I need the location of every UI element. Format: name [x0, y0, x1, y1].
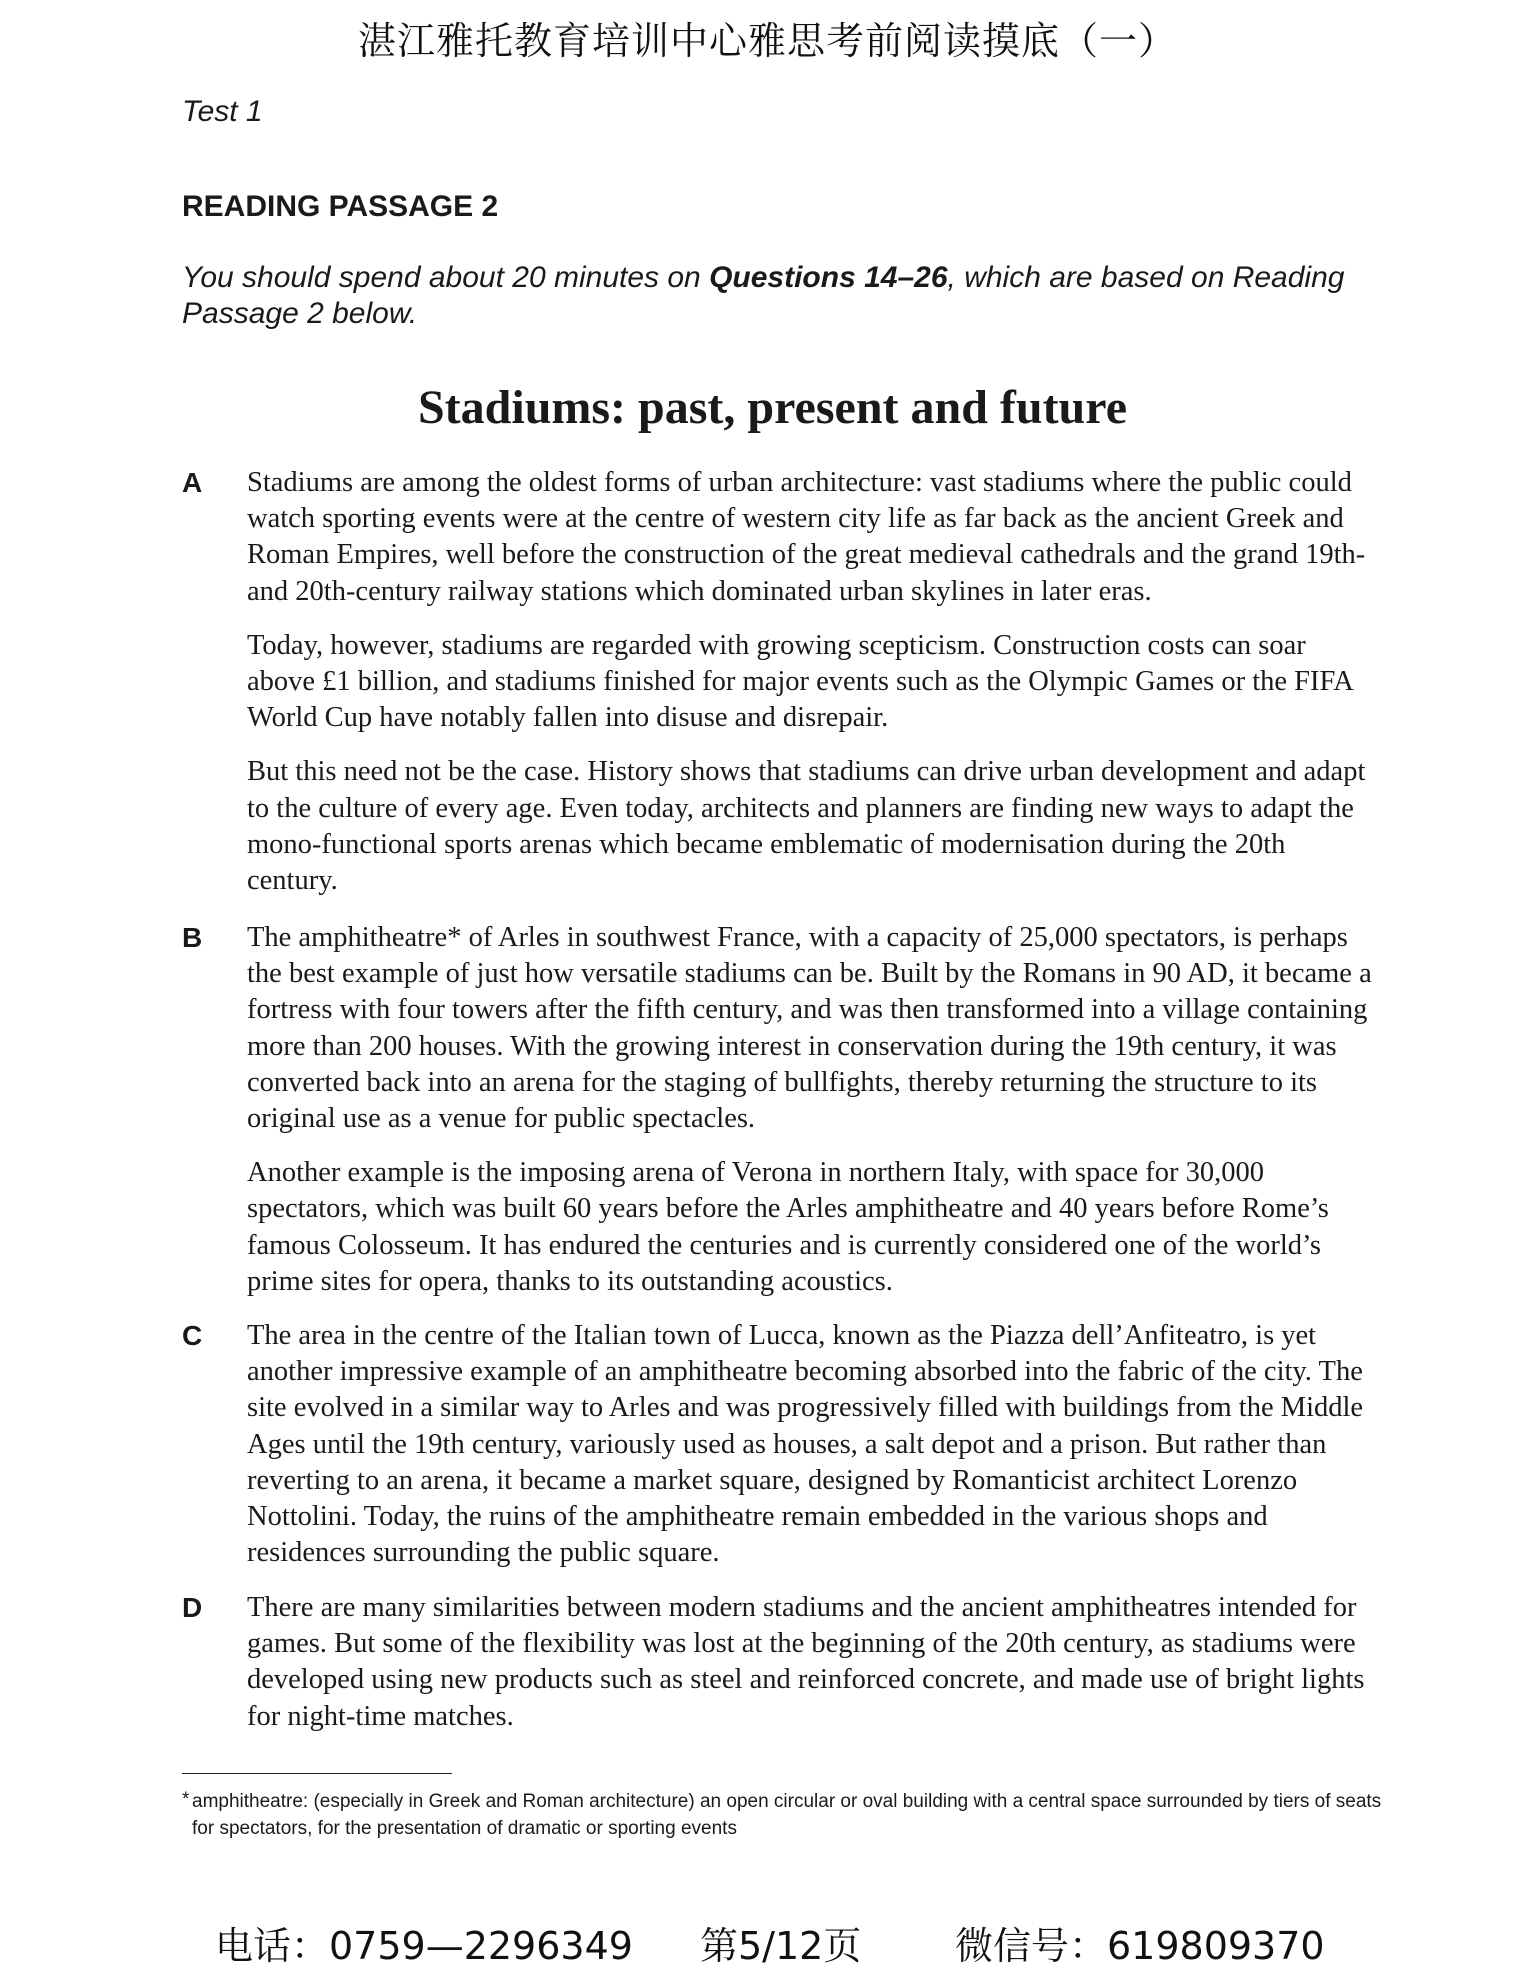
- paragraph: But this need not be the case. History shows that stadiums can drive urban development and adapt to the culture of every age. Even today, architects and planners are finding new ways to adapt the mono-functional sports arenas which became emblematic of modernisation during the 20th century.: [247, 756, 1366, 897]
- paragraph: The area in the centre of the Italian town of Lucca, known as the Piazza dell’Anfiteatro, is yet another impressive example of an amphitheatre becoming absorbed into the fabric of the city. The site evolved in a similar way to Arles and was progressively filled with buildings from the Middle Ages until the 19th century, variously used as houses, a salt depot and a prison. But rather than reverting to an arena, it became a market square, designed by Romanticist architect Lorenzo Nottolini. Today, the ruins of the amphitheatre remain embedded in the various shops and residences surrounding the public square.: [247, 1320, 1364, 1569]
- instruction-after: , which are based on Reading Passage 2 below.: [182, 261, 1345, 330]
- section-a: [182, 465, 1382, 917]
- paragraph: The amphitheatre* of Arles in southwest France, with a capacity of 25,000 spectators, is perhaps the best example of just how versatile stadiums can be. Built by the Romans in 90 AD, it became a fortress with four towers after the fifth century, and was then transformed into a village containing more than 200 houses. With the growing interest in conservation during the 19th century, it was converted back into an arena for the staging of bullfights, thereby returning the structure to its original use as a venue for public spectacles.: [247, 922, 1372, 1135]
- footnote-text: amphitheatre: (especially in Greek and Roman architecture) an open circular or oval building with a central space surrounded by tiers of seats for spectators, for the presentation of dramatic or sporting events: [192, 1791, 1382, 1839]
- footer-phone: 电话：0759—2296349: [215, 1924, 633, 1968]
- article-title: Stadiums: past, present and future: [417, 381, 1127, 434]
- section-letter: A: [182, 467, 203, 498]
- paragraph: Today, however, stadiums are regarded with growing scepticism. Construction costs can soar above £1 billion, and stadiums finished for major events such as the Olympic Games or the FIFA World Cup have notably fallen into disuse and disrepair.: [247, 629, 1353, 734]
- section-b: [182, 920, 1382, 1318]
- paragraph: Another example is the imposing arena of Verona in northern Italy, with space for 30,000 spectators, which was built 60 years before the Arles amphitheatre and 40 years before Rome’s famous Colosseum. It has endured the centuries and is currently considered one of the world’s prime sites for opera, thanks to its outstanding acoustics.: [247, 1157, 1329, 1297]
- footer-page-number: 第5/12页: [700, 1924, 862, 1968]
- footnote-divider: [182, 1773, 452, 1774]
- passage-heading: READING PASSAGE 2: [182, 190, 499, 223]
- instruction-text: [182, 260, 1382, 332]
- footnote: [182, 1788, 1382, 1842]
- instruction-before: You should spend about 20 minutes on: [182, 261, 710, 294]
- page-header-title: 湛江雅托教育培训中心雅思考前阅读摸底（一）: [357, 19, 1177, 63]
- section-c: [182, 1318, 1382, 1589]
- section-letter: B: [182, 922, 203, 953]
- paragraph: Stadiums are among the oldest forms of urban architecture: vast stadiums where the public could watch sporting events were at the centre of western city life as far back as the ancient Greek and Roman Empires, well before the construction of the great medieval cathedrals and the grand 19th- and 20th-century railway stations which dominated urban skylines in later eras.: [247, 467, 1366, 607]
- section-letter: C: [182, 1320, 203, 1351]
- footnote-marker: *: [182, 1789, 190, 1810]
- test-label: Test 1: [182, 95, 263, 128]
- footer-wechat: 微信号：619809370: [955, 1924, 1325, 1968]
- paragraph: There are many similarities between modern stadiums and the ancient amphitheatres intended for games. But some of the flexibility was lost at the beginning of the 20th century, as stadiums were developed using new products such as steel and reinforced concrete, and made use of bright lights for night-time matches.: [247, 1592, 1365, 1732]
- instruction-questions: Questions 14–26: [709, 261, 948, 294]
- section-d: [182, 1590, 1382, 1753]
- section-letter: D: [182, 1592, 203, 1623]
